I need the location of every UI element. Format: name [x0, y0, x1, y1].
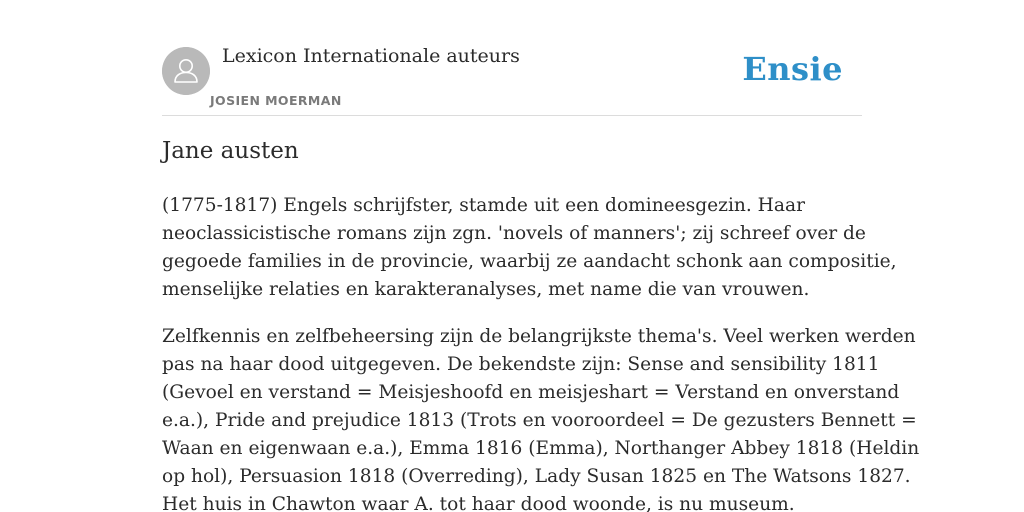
ensie-logo[interactable]: Ensie [742, 50, 843, 88]
text-line: e.a.), Pride and prejudice 1813 (Trots en vooroordeel = De gezusters Bennett = [162, 410, 917, 431]
avatar[interactable] [162, 47, 210, 95]
article-body [162, 192, 920, 512]
text-line: op hol), Persuasion 1818 (Overreding), Lady Susan 1825 en The Watsons 1827. [162, 466, 911, 487]
text-line: neoclassicistische romans zijn zgn. 'novels of manners'; zij schreef over de [162, 223, 866, 244]
text-line: Zelfkennis en zelfbeheersing zijn de belangrijkste thema's. Veel werken werden [162, 326, 916, 347]
article-paragraph [162, 323, 920, 512]
text-line: pas na haar dood uitgegeven. De bekendste zijn: Sense and sensibility 1811 [162, 354, 880, 375]
content-container [162, 0, 920, 512]
text-line: gegoede families in de provincie, waarbij ze aandacht schonk aan compositie, [162, 251, 897, 272]
text-line: Waan en eigenwaan e.a.), Emma 1816 (Emma), Northanger Abbey 1818 (Heldin [162, 438, 920, 459]
article-title: Jane austen [162, 138, 299, 164]
text-line: menselijke relaties en karakteranalyses, met name die van vrouwen. [162, 279, 810, 300]
header [162, 0, 862, 116]
text-line: (Gevoel en verstand = Meisjeshoofd en meisjeshart = Verstand en onverstand [162, 382, 900, 403]
text-line: (1775-1817) Engels schrijfster, stamde uit een domineesgezin. Haar [162, 195, 805, 216]
collection-title-link[interactable]: Lexicon Internationale auteurs [222, 45, 520, 67]
author-name-link[interactable]: JOSIEN MOERMAN [210, 93, 342, 108]
article-paragraph [162, 192, 897, 304]
text-line: Het huis in Chawton waar A. tot haar dood woonde, is nu museum. [162, 494, 795, 512]
user-silhouette-icon [162, 47, 210, 95]
